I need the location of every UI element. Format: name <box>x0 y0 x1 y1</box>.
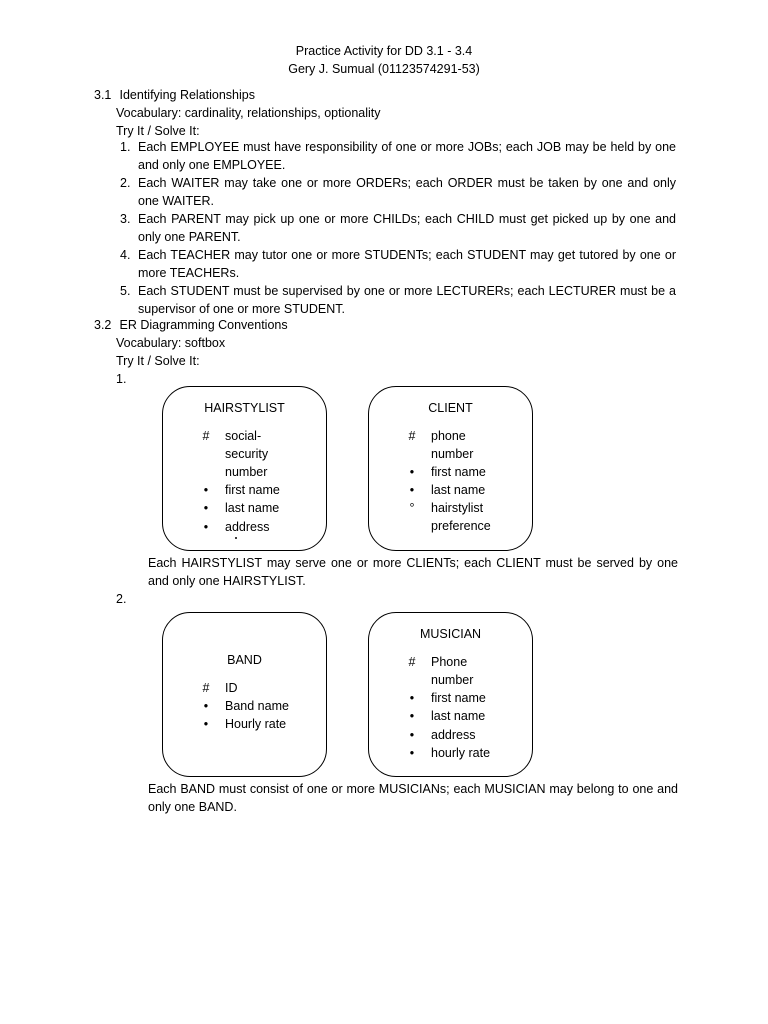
diagram-number: 1. <box>116 372 127 386</box>
optional-marker: ° <box>409 501 415 515</box>
unique-identifier-marker: # <box>202 681 210 695</box>
list-item: 4. Each TEACHER may tutor one or more STUDENTs; each STUDENT may get tutored by one or more TEACHERs. <box>120 248 676 280</box>
mandatory-marker: • <box>409 465 415 479</box>
attribute-text: first name <box>431 691 486 705</box>
mandatory-marker: • <box>203 717 209 731</box>
try-it-line: Try It / Solve It: <box>116 354 200 368</box>
document-title: Practice Activity for DD 3.1 - 3.4 <box>295 44 473 58</box>
attribute-text: address <box>225 520 270 534</box>
mandatory-marker: • <box>409 709 415 723</box>
attribute-text: ID <box>225 681 238 695</box>
list-item: 1. Each EMPLOYEE must have responsibility of one or more JOBs; each JOB may be held by one and only one EMPLOYEE. <box>120 140 676 172</box>
attribute-text: address <box>431 728 476 742</box>
entity-softbox-client <box>368 386 533 551</box>
entity-softbox-band <box>162 612 327 777</box>
section-title: ER Diagramming Conventions <box>119 318 288 332</box>
unique-identifier-marker: # <box>202 429 210 443</box>
mandatory-marker: • <box>203 483 209 497</box>
section-number: 3.2 <box>94 318 112 332</box>
attribute-text: hairstylist preference <box>431 501 491 533</box>
mandatory-marker: • <box>203 699 209 713</box>
attribute-text: Hourly rate <box>225 717 287 731</box>
mandatory-marker: • <box>409 483 415 497</box>
mandatory-marker: • <box>409 728 415 742</box>
relationship-caption: Each BAND must consist of one or more MUSICIANs; each MUSICIAN may belong to one and only one BAND. <box>148 782 678 814</box>
mandatory-marker: • <box>409 746 415 760</box>
section-heading-3-2 <box>94 316 288 334</box>
document-author: Gery J. Sumual (01123574291-53) <box>288 62 480 76</box>
try-it-line: Try It / Solve It: <box>116 124 200 138</box>
section-heading-3-1 <box>94 86 255 104</box>
attribute-text: first name <box>431 465 486 479</box>
mandatory-marker: • <box>203 520 209 534</box>
unique-identifier-marker: # <box>408 655 416 669</box>
list-item: 3. Each PARENT may pick up one or more CHILDs; each CHILD must get picked up by one and only one PARENT. <box>120 212 676 244</box>
section-number: 3.1 <box>94 88 112 102</box>
attribute-text: Band name <box>225 699 289 713</box>
mandatory-marker: • <box>203 501 209 515</box>
relationship-caption: Each HAIRSTYLIST may serve one or more CLIENTs; each CLIENT must be served by one and only one HAIRSTYLIST. <box>148 556 678 588</box>
list-item: 2. Each WAITER may take one or more ORDERs; each ORDER must be taken by one and only one WAITER. <box>120 176 676 208</box>
vocabulary-line: Vocabulary: softbox <box>116 336 226 350</box>
stray-dot <box>235 537 237 539</box>
unique-identifier-marker: # <box>408 429 416 443</box>
relationship-list <box>116 138 676 318</box>
attribute-text: last name <box>431 709 486 723</box>
entity-name: BAND <box>227 653 262 667</box>
attribute-text: last name <box>431 483 486 497</box>
attribute-text: social-security number <box>225 429 269 479</box>
entity-softbox-hairstylist <box>162 386 327 551</box>
entity-softbox-musician <box>368 612 533 777</box>
attribute-text: hourly rate <box>431 746 491 760</box>
list-item: 5. Each STUDENT must be supervised by one or more LECTURERs; each LECTURER must be a supervisor of one or more STUDENT. <box>120 284 676 316</box>
diagram-number: 2. <box>116 592 127 606</box>
attribute-text: last name <box>225 501 280 515</box>
attribute-text: first name <box>225 483 280 497</box>
entity-name: HAIRSTYLIST <box>204 401 285 415</box>
entity-name: MUSICIAN <box>419 627 482 641</box>
section-title: Identifying Relationships <box>119 88 255 102</box>
entity-name: CLIENT <box>428 401 473 415</box>
mandatory-marker: • <box>409 691 415 705</box>
vocabulary-line: Vocabulary: cardinality, relationships, optionality <box>116 106 381 120</box>
attribute-text: Phone number <box>431 655 474 687</box>
attribute-text: phone number <box>431 429 474 461</box>
